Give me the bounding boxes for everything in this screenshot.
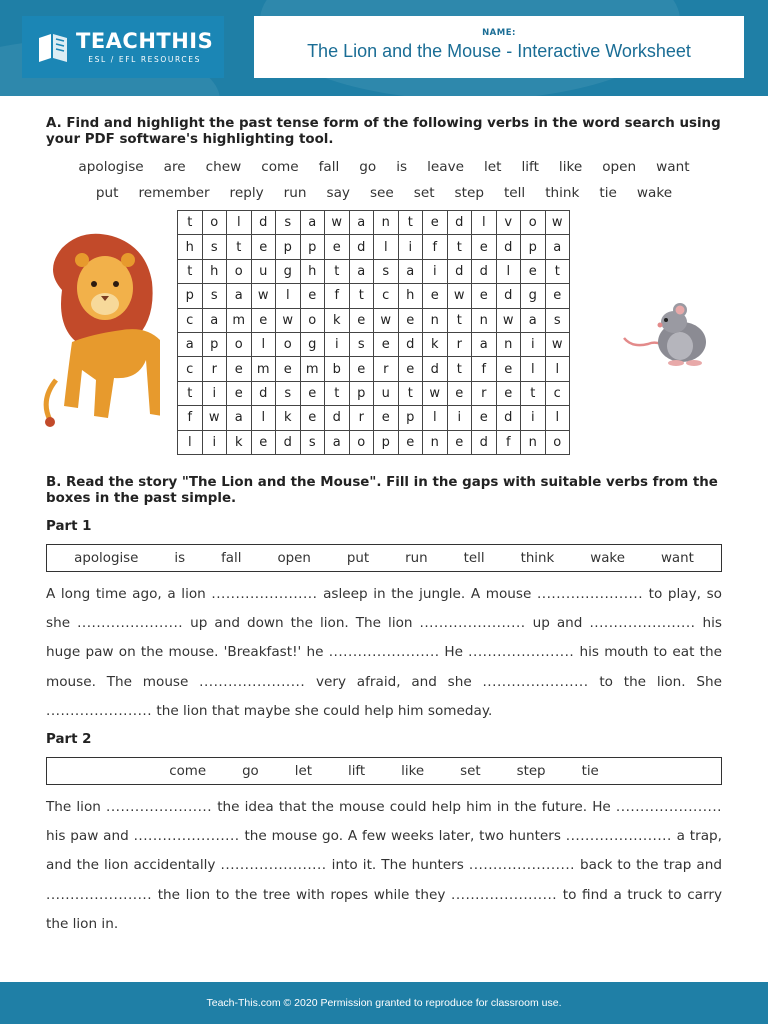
grid-letter[interactable]: i xyxy=(521,332,546,356)
verb-item: chew xyxy=(205,159,242,175)
grid-letter[interactable]: p xyxy=(178,284,203,308)
teachthis-logo xyxy=(22,16,224,78)
answer-gap[interactable]: ...................... xyxy=(133,828,240,845)
story-text: the mouse go. A few weeks later, two hunters xyxy=(239,828,566,845)
verb-item: want xyxy=(656,159,690,175)
grid-letter[interactable]: l xyxy=(178,430,203,454)
answer-gap[interactable]: ...................... xyxy=(199,673,306,690)
footer: Teach-This.com © 2020 Permission granted to reproduce for classroom use. xyxy=(0,982,768,1024)
word-box-item: tell xyxy=(463,550,485,566)
grid-letter[interactable]: r xyxy=(472,381,497,405)
verb-item: fall xyxy=(318,159,340,175)
grid-letter[interactable]: i xyxy=(202,381,227,405)
grid-row xyxy=(178,284,570,308)
grid-letter[interactable]: g xyxy=(300,332,325,356)
grid-letter[interactable]: e xyxy=(374,406,399,430)
verb-item: step xyxy=(454,185,484,201)
grid-letter[interactable]: n xyxy=(374,211,399,235)
grid-letter[interactable]: e xyxy=(398,308,423,332)
answer-gap[interactable]: ...................... xyxy=(565,828,672,845)
story-text: back to the trap and xyxy=(574,857,723,874)
grid-letter[interactable]: t xyxy=(325,259,350,283)
grid-row xyxy=(178,357,570,381)
story-text: to play, so she xyxy=(46,586,722,632)
grid-letter[interactable]: e xyxy=(472,235,497,259)
grid-letter[interactable]: a xyxy=(325,430,350,454)
word-box-item: step xyxy=(516,763,546,779)
word-box-item: fall xyxy=(221,550,242,566)
grid-letter[interactable]: l xyxy=(276,284,301,308)
grid-letter[interactable]: e xyxy=(496,381,521,405)
logo-tagline: ESL / EFL RESOURCES xyxy=(88,55,201,64)
part-1-story xyxy=(46,580,722,726)
grid-letter[interactable]: e xyxy=(447,430,472,454)
grid-row xyxy=(178,259,570,283)
grid-letter[interactable]: n xyxy=(423,308,448,332)
answer-gap[interactable]: ...................... xyxy=(46,886,153,903)
word-box-item: come xyxy=(169,763,207,779)
story-text: A long time ago, a lion xyxy=(46,586,212,602)
grid-letter[interactable]: e xyxy=(521,259,546,283)
story-text: his huge paw on the mouse. 'Breakfast!' he xyxy=(46,615,722,661)
grid-letter[interactable]: t xyxy=(447,308,472,332)
grid-letter[interactable]: a xyxy=(300,211,325,235)
grid-letter[interactable]: o xyxy=(227,259,252,283)
story-text: to find a truck to carry the lion in. xyxy=(46,886,722,932)
story-text: very afraid, and she xyxy=(305,673,483,690)
part-1-word-box xyxy=(46,544,722,572)
grid-letter[interactable]: o xyxy=(202,211,227,235)
answer-gap[interactable]: ...................... xyxy=(615,799,722,816)
grid-letter[interactable]: m xyxy=(300,357,325,381)
verb-item: like xyxy=(558,159,583,175)
verb-item: tell xyxy=(503,185,526,201)
word-box-item: set xyxy=(460,763,481,779)
worksheet-title: The Lion and the Mouse - Interactive Worksheet xyxy=(307,41,691,61)
story-text: up and down the lion. The lion xyxy=(183,615,420,632)
story-text: his paw and xyxy=(46,828,134,845)
grid-letter[interactable]: a xyxy=(227,406,252,430)
grid-letter[interactable]: d xyxy=(349,235,374,259)
section-b-instruction: B. Read the story "The Lion and the Mouse". Fill in the gaps with suitable verbs from the boxes in the past simple. xyxy=(46,475,718,506)
grid-letter[interactable]: e xyxy=(472,406,497,430)
word-search-grid[interactable] xyxy=(177,210,570,455)
part-2-story xyxy=(46,793,722,939)
grid-letter[interactable]: k xyxy=(276,406,301,430)
grid-letter[interactable]: e xyxy=(227,381,252,405)
grid-letter[interactable]: e xyxy=(496,357,521,381)
grid-letter[interactable]: l xyxy=(472,211,497,235)
grid-row xyxy=(178,235,570,259)
section-a-instruction: A. Find and highlight the past tense form of the following verbs in the word search using your PDF software's highlighting tool. xyxy=(46,116,721,147)
answer-gap[interactable]: ...................... xyxy=(468,644,575,661)
grid-letter[interactable]: d xyxy=(251,381,276,405)
grid-letter[interactable]: w xyxy=(545,211,570,235)
grid-letter[interactable]: l xyxy=(496,259,521,283)
grid-letter[interactable]: a xyxy=(349,259,374,283)
grid-row xyxy=(178,308,570,332)
grid-letter[interactable]: o xyxy=(521,211,546,235)
grid-letter[interactable]: d xyxy=(325,406,350,430)
word-box-item: let xyxy=(294,763,312,779)
grid-letter[interactable]: t xyxy=(521,381,546,405)
verb-item: wake xyxy=(636,185,673,201)
grid-letter[interactable]: p xyxy=(374,430,399,454)
grid-letter[interactable]: d xyxy=(496,406,521,430)
verb-item: lift xyxy=(521,159,539,175)
grid-letter[interactable]: k xyxy=(423,332,448,356)
grid-letter[interactable]: a xyxy=(398,259,423,283)
grid-row xyxy=(178,406,570,430)
answer-gap[interactable]: ...................... xyxy=(482,673,589,690)
word-box-item: like xyxy=(401,763,425,779)
answer-gap[interactable]: ...................... xyxy=(211,586,318,602)
grid-letter[interactable]: k xyxy=(227,430,252,454)
verb-item: go xyxy=(359,159,377,175)
word-box-item: tie xyxy=(581,763,599,779)
verb-item: see xyxy=(369,185,394,201)
word-box-item: is xyxy=(174,550,186,566)
title-box xyxy=(254,16,744,78)
word-box-item: wake xyxy=(590,550,625,566)
grid-letter[interactable]: s xyxy=(349,332,374,356)
grid-letter[interactable]: e xyxy=(423,284,448,308)
word-box-item: apologise xyxy=(74,550,139,566)
grid-letter[interactable]: a xyxy=(349,211,374,235)
grid-letter[interactable]: d xyxy=(423,357,448,381)
verb-item: leave xyxy=(427,159,464,175)
grid-letter[interactable]: w xyxy=(496,308,521,332)
story-text: the lion that maybe she could help him someday. xyxy=(152,702,493,719)
grid-row xyxy=(178,332,570,356)
verb-list-row-2 xyxy=(46,185,722,201)
grid-letter[interactable]: p xyxy=(300,235,325,259)
grid-letter[interactable]: o xyxy=(349,430,374,454)
grid-row xyxy=(178,381,570,405)
grid-letter[interactable]: r xyxy=(374,357,399,381)
verb-item: say xyxy=(326,185,350,201)
grid-letter[interactable]: w xyxy=(325,211,350,235)
verb-item: run xyxy=(283,185,307,201)
grid-letter[interactable]: d xyxy=(472,430,497,454)
grid-letter[interactable]: l xyxy=(423,406,448,430)
story-text: The lion xyxy=(46,799,106,816)
grid-letter[interactable]: s xyxy=(276,381,301,405)
grid-letter[interactable]: e xyxy=(300,381,325,405)
grid-letter[interactable]: l xyxy=(374,235,399,259)
grid-letter[interactable]: e xyxy=(300,406,325,430)
grid-letter[interactable]: t xyxy=(178,381,203,405)
verb-list-row-1 xyxy=(46,159,722,175)
grid-letter[interactable]: o xyxy=(276,332,301,356)
grid-row xyxy=(178,430,570,454)
grid-letter[interactable]: w xyxy=(447,284,472,308)
grid-letter[interactable]: t xyxy=(398,381,423,405)
grid-letter[interactable]: w xyxy=(202,406,227,430)
grid-letter[interactable]: r xyxy=(349,406,374,430)
grid-letter[interactable]: v xyxy=(496,211,521,235)
verb-item: tie xyxy=(599,185,617,201)
grid-letter[interactable]: l xyxy=(545,406,570,430)
grid-letter[interactable]: e xyxy=(300,284,325,308)
grid-letter[interactable]: l xyxy=(251,332,276,356)
answer-gap[interactable]: ...................... xyxy=(536,586,644,602)
grid-letter[interactable]: e xyxy=(251,235,276,259)
grid-letter[interactable]: e xyxy=(227,357,252,381)
answer-gap[interactable]: ...................... xyxy=(419,615,526,632)
grid-letter[interactable]: d xyxy=(447,211,472,235)
grid-letter[interactable]: e xyxy=(472,284,497,308)
grid-letter[interactable]: f xyxy=(423,235,448,259)
grid-letter[interactable]: a xyxy=(202,308,227,332)
grid-letter[interactable]: i xyxy=(398,235,423,259)
grid-letter[interactable]: c xyxy=(545,381,570,405)
grid-letter[interactable]: d xyxy=(276,430,301,454)
grid-letter[interactable]: c xyxy=(178,308,203,332)
worksheet-content xyxy=(46,116,722,939)
grid-letter[interactable]: d xyxy=(398,332,423,356)
grid-letter[interactable]: f xyxy=(496,430,521,454)
grid-letter[interactable]: e xyxy=(398,357,423,381)
grid-letter[interactable]: a xyxy=(472,332,497,356)
grid-letter[interactable]: s xyxy=(276,211,301,235)
grid-letter[interactable]: e xyxy=(349,357,374,381)
grid-letter[interactable]: p xyxy=(276,235,301,259)
grid-letter[interactable]: n xyxy=(423,430,448,454)
grid-letter[interactable]: g xyxy=(276,259,301,283)
story-text: into it. The hunters xyxy=(326,857,469,874)
verb-item: let xyxy=(484,159,502,175)
grid-letter[interactable]: t xyxy=(545,259,570,283)
grid-letter[interactable]: d xyxy=(251,211,276,235)
verb-item: reply xyxy=(229,185,264,201)
grid-letter[interactable]: e xyxy=(545,284,570,308)
story-text: asleep in the jungle. A mouse xyxy=(317,586,537,602)
grid-letter[interactable]: t xyxy=(325,381,350,405)
grid-letter[interactable]: w xyxy=(251,284,276,308)
name-label: NAME: xyxy=(482,28,516,38)
word-box-item: think xyxy=(520,550,555,566)
grid-letter[interactable]: s xyxy=(202,284,227,308)
grid-letter[interactable]: t xyxy=(447,357,472,381)
word-box-item: open xyxy=(277,550,311,566)
grid-letter[interactable]: l xyxy=(251,406,276,430)
grid-letter[interactable]: f xyxy=(325,284,350,308)
grid-letter[interactable]: c xyxy=(374,284,399,308)
grid-letter[interactable]: p xyxy=(202,332,227,356)
grid-letter[interactable]: l xyxy=(521,357,546,381)
grid-letter[interactable]: k xyxy=(325,308,350,332)
grid-letter[interactable]: e xyxy=(349,308,374,332)
grid-letter[interactable]: o xyxy=(300,308,325,332)
grid-letter[interactable]: e xyxy=(251,308,276,332)
grid-letter[interactable]: w xyxy=(423,381,448,405)
grid-letter[interactable]: l xyxy=(545,357,570,381)
grid-letter[interactable]: a xyxy=(545,235,570,259)
grid-letter[interactable]: w xyxy=(276,308,301,332)
grid-letter[interactable]: r xyxy=(447,332,472,356)
grid-letter[interactable]: l xyxy=(227,211,252,235)
grid-letter[interactable]: p xyxy=(521,235,546,259)
grid-letter[interactable]: e xyxy=(423,211,448,235)
grid-letter[interactable]: t xyxy=(178,259,203,283)
story-text: the idea that the mouse could help him in the future. He xyxy=(212,799,616,816)
grid-letter[interactable]: g xyxy=(521,284,546,308)
grid-letter[interactable]: h xyxy=(202,259,227,283)
answer-gap[interactable]: ...................... xyxy=(46,702,153,719)
grid-letter[interactable]: e xyxy=(374,332,399,356)
grid-letter[interactable]: t xyxy=(178,211,203,235)
verb-item: set xyxy=(413,185,435,201)
grid-letter[interactable]: o xyxy=(545,430,570,454)
word-box-item: go xyxy=(242,763,259,779)
grid-row xyxy=(178,211,570,235)
grid-letter[interactable]: i xyxy=(202,430,227,454)
verb-item: remember xyxy=(138,185,210,201)
grid-letter[interactable]: d xyxy=(447,259,472,283)
grid-letter[interactable]: e xyxy=(447,381,472,405)
grid-letter[interactable]: i xyxy=(325,332,350,356)
grid-letter[interactable]: t xyxy=(227,235,252,259)
answer-gap[interactable]: ...................... xyxy=(328,644,435,661)
story-text: to the lion. She xyxy=(588,673,722,690)
verb-item: apologise xyxy=(78,159,144,175)
mouse-illustration xyxy=(622,300,714,370)
grid-letter[interactable]: c xyxy=(178,357,203,381)
grid-letter[interactable]: t xyxy=(349,284,374,308)
grid-letter[interactable]: t xyxy=(447,235,472,259)
header-banner xyxy=(0,0,768,96)
grid-letter[interactable]: s xyxy=(202,235,227,259)
logo-wordmark: TEACHTHIS xyxy=(76,29,214,53)
grid-letter[interactable]: e xyxy=(276,357,301,381)
grid-letter[interactable]: i xyxy=(521,406,546,430)
word-box-item: run xyxy=(405,550,428,566)
book-icon xyxy=(36,30,70,64)
word-box-item: lift xyxy=(347,763,366,779)
grid-letter[interactable]: b xyxy=(325,357,350,381)
grid-letter[interactable]: p xyxy=(398,406,423,430)
story-text: . He xyxy=(434,644,469,661)
grid-letter[interactable]: p xyxy=(349,381,374,405)
grid-letter[interactable]: u xyxy=(374,381,399,405)
grid-letter[interactable]: f xyxy=(472,357,497,381)
grid-letter[interactable]: i xyxy=(423,259,448,283)
grid-letter[interactable]: h xyxy=(300,259,325,283)
answer-gap[interactable]: ...................... xyxy=(468,857,575,874)
grid-letter[interactable]: t xyxy=(398,211,423,235)
grid-letter[interactable]: e xyxy=(398,430,423,454)
grid-letter[interactable]: m xyxy=(227,308,252,332)
grid-letter[interactable]: u xyxy=(251,259,276,283)
grid-letter[interactable]: a xyxy=(521,308,546,332)
grid-letter[interactable]: n xyxy=(472,308,497,332)
grid-letter[interactable]: n xyxy=(521,430,546,454)
grid-letter[interactable]: r xyxy=(202,357,227,381)
grid-letter[interactable]: e xyxy=(325,235,350,259)
grid-letter[interactable]: a xyxy=(227,284,252,308)
grid-letter[interactable]: d xyxy=(472,259,497,283)
grid-letter[interactable]: h xyxy=(178,235,203,259)
grid-letter[interactable]: m xyxy=(251,357,276,381)
verb-item: put xyxy=(95,185,119,201)
grid-letter[interactable]: o xyxy=(227,332,252,356)
grid-letter[interactable]: h xyxy=(398,284,423,308)
part-2-word-box xyxy=(46,757,722,785)
grid-letter[interactable]: e xyxy=(251,430,276,454)
grid-letter[interactable]: s xyxy=(374,259,399,283)
verb-item: open xyxy=(602,159,637,175)
grid-letter[interactable]: s xyxy=(545,308,570,332)
answer-gap[interactable]: ...................... xyxy=(106,799,213,816)
word-search-area xyxy=(46,210,722,458)
grid-letter[interactable]: w xyxy=(374,308,399,332)
verb-item: are xyxy=(163,159,186,175)
answer-gap[interactable]: ...................... xyxy=(220,857,327,874)
grid-letter[interactable]: f xyxy=(178,406,203,430)
story-text: his mouth to eat the mouse. The mouse xyxy=(46,644,722,690)
grid-letter[interactable]: a xyxy=(178,332,203,356)
answer-gap[interactable]: ...................... xyxy=(77,615,184,632)
grid-letter[interactable]: w xyxy=(545,332,570,356)
story-text: up and xyxy=(525,615,590,632)
grid-letter[interactable]: d xyxy=(496,284,521,308)
verb-item: come xyxy=(261,159,299,175)
word-box-item: want xyxy=(660,550,694,566)
grid-letter[interactable]: s xyxy=(300,430,325,454)
grid-letter[interactable]: i xyxy=(447,406,472,430)
grid-letter[interactable]: d xyxy=(496,235,521,259)
verb-item: think xyxy=(545,185,580,201)
word-box-item: put xyxy=(346,550,370,566)
answer-gap[interactable]: ...................... xyxy=(451,886,558,903)
story-text: the lion to the tree with ropes while they xyxy=(152,886,452,903)
grid-letter[interactable]: n xyxy=(496,332,521,356)
lion-illustration xyxy=(42,230,160,430)
story-text: a trap, and the lion accidentally xyxy=(46,828,722,874)
part-1-label: Part 1 xyxy=(46,519,92,534)
answer-gap[interactable]: ...................... xyxy=(589,615,696,632)
part-2-label: Part 2 xyxy=(46,732,92,748)
verb-item: is xyxy=(396,159,408,175)
